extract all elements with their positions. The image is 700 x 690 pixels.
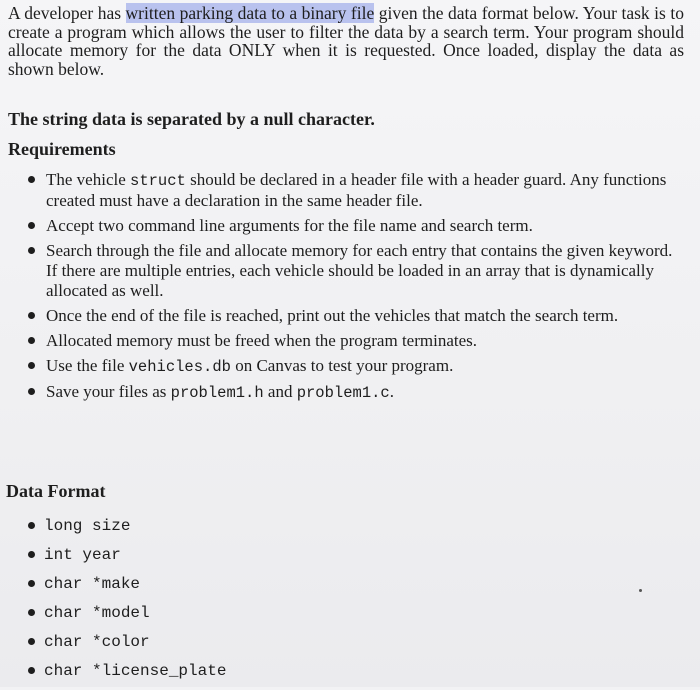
bullet-icon bbox=[28, 176, 35, 183]
code-filename: vehicles.db bbox=[128, 358, 231, 376]
code-filename: problem1.c bbox=[296, 384, 390, 402]
field-text: char *make bbox=[44, 575, 141, 593]
bullet-icon bbox=[28, 388, 35, 395]
data-format-list bbox=[0, 516, 400, 690]
item-text: . bbox=[389, 382, 394, 401]
field-item bbox=[0, 574, 400, 603]
highlighted-text: written parking data to a binary file bbox=[125, 3, 375, 23]
field-text: char *color bbox=[44, 633, 150, 651]
dust-speck bbox=[639, 589, 642, 592]
field-text: char *model bbox=[44, 604, 150, 622]
intro-paragraph bbox=[8, 4, 684, 78]
bullet-icon bbox=[28, 247, 35, 254]
item-text: Accept two command line arguments for the file name and search term. bbox=[46, 216, 533, 235]
item-text: on Canvas to test your program. bbox=[230, 356, 454, 375]
bullet-icon bbox=[28, 667, 35, 674]
bullet-icon bbox=[28, 522, 35, 529]
list-item bbox=[0, 241, 680, 301]
list-item bbox=[0, 356, 680, 377]
item-text: Search through the file and allocate memory for each entry that contains the given keyword. If there are multiple entries, each vehicle should be loaded in an array that is dynamically allocated as well. bbox=[46, 241, 673, 300]
field-item bbox=[0, 661, 400, 690]
list-item bbox=[0, 306, 680, 326]
item-text: Allocated memory must be freed when the program terminates. bbox=[46, 331, 477, 350]
intro-text-start: A developer has bbox=[8, 3, 126, 23]
bullet-icon bbox=[28, 222, 35, 229]
field-text: char *license_plate bbox=[44, 662, 227, 680]
code-struct: struct bbox=[130, 172, 186, 190]
item-text: Use the file bbox=[46, 356, 129, 375]
list-item bbox=[0, 331, 680, 351]
bullet-icon bbox=[28, 551, 35, 558]
field-item bbox=[0, 545, 400, 574]
list-item bbox=[0, 170, 680, 211]
code-filename: problem1.h bbox=[170, 384, 264, 402]
item-text: and bbox=[263, 382, 297, 401]
intro-text-end: given the data format below. Your task is to create a program which allows the user to filter the data by a search term. Your program should allocate memory for the data ONLY when it is requested. Once loaded, display the data as shown below. bbox=[8, 3, 684, 79]
field-item bbox=[0, 603, 400, 632]
bullet-icon bbox=[28, 312, 35, 319]
requirements-heading: Requirements bbox=[8, 139, 116, 159]
bullet-icon bbox=[28, 609, 35, 616]
item-text: should be declared in a header file with a header guard. Any functions created must have a declaration in the same header file. bbox=[46, 170, 667, 210]
requirements-list bbox=[0, 170, 680, 408]
field-text: int year bbox=[44, 546, 121, 564]
bullet-icon bbox=[28, 362, 35, 369]
bullet-icon bbox=[28, 580, 35, 587]
item-text: Save your files as bbox=[46, 382, 171, 401]
list-item bbox=[0, 216, 680, 236]
item-text: The vehicle bbox=[46, 170, 131, 189]
field-item bbox=[0, 632, 400, 661]
field-item bbox=[0, 516, 400, 545]
data-format-heading: Data Format bbox=[6, 481, 106, 501]
bullet-icon bbox=[28, 337, 35, 344]
bullet-icon bbox=[28, 638, 35, 645]
list-item bbox=[0, 382, 680, 403]
null-separator-note: The string data is separated by a null character. bbox=[8, 109, 375, 129]
field-text: long size bbox=[44, 517, 131, 535]
item-text: Once the end of the file is reached, print out the vehicles that match the search term. bbox=[46, 306, 619, 325]
